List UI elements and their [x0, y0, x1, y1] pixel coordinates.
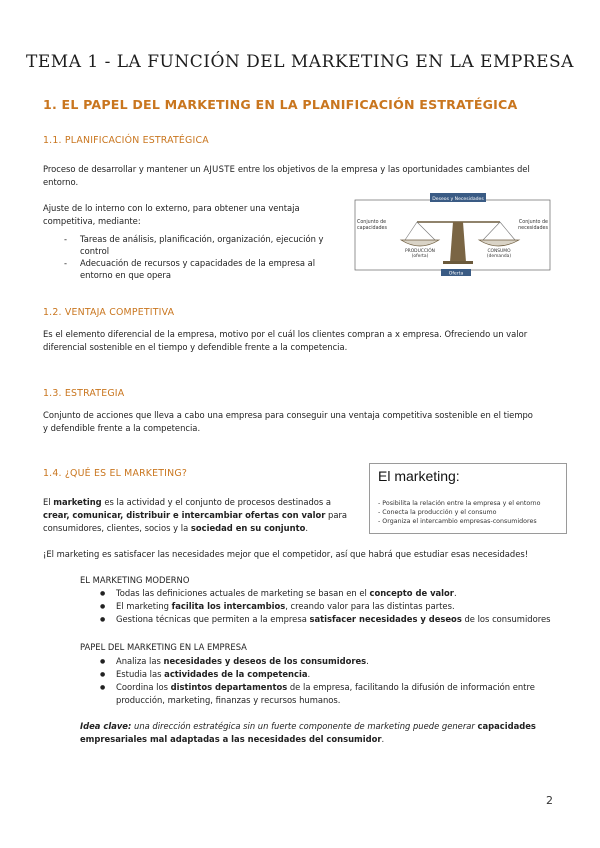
- exclamation-line: ¡El marketing es satisfacer las necesidades mejor que el competidor, así que habrá que estudiar esas necesidades!: [43, 549, 529, 559]
- marketing-figure: [369, 463, 567, 534]
- pan-right-label-2: (demanda): [486, 254, 512, 259]
- papel-heading: PAPEL DEL MARKETING EN LA EMPRESA: [80, 642, 247, 652]
- bottom-label: Oferta: [448, 271, 464, 276]
- list-item: - Tareas de análisis, planificación, organización, ejecución y control: [60, 233, 340, 257]
- list-item: ● Analiza las necesidades y deseos de los consumidores.: [98, 655, 568, 668]
- moderno-list: [98, 587, 568, 626]
- list-item: - Adecuación de recursos y capacidades de la empresa al entorno en que opera: [60, 257, 340, 281]
- heading-1-4: 1.4. ¿QUÉ ES EL MARKETING?: [43, 468, 188, 479]
- papel-list: [98, 655, 568, 707]
- section-heading-1: 1. EL PAPEL DEL MARKETING EN LA PLANIFICACIÓN ESTRATÉGICA: [43, 97, 518, 112]
- figure-title: El marketing:: [378, 468, 460, 484]
- paragraph-marketing: El marketing es la actividad y el conjunto de procesos destinados a crear, comunicar, distribuir e intercambiar ofertas con valor para consumidores, clientes, socios y la sociedad en su conjunto.: [43, 497, 348, 533]
- pan-right-label-1: CONSUMO: [487, 249, 511, 254]
- idea-clave: Idea clave: una dirección estratégica sin un fuerte componente de marketing puede generar capacidades empresariales mal adaptadas a las necesidades del consumidor.: [80, 721, 536, 744]
- left-label-1: Conjunto de: [357, 220, 387, 225]
- list-item: ● Coordina los distintos departamentos de la empresa, facilitando la difusión de información entre producción, marketing, finanzas y recursos humanos.: [98, 681, 568, 707]
- page-number: 2: [546, 794, 553, 807]
- list-item: ● Todas las definiciones actuales de marketing se basan en el concepto de valor.: [98, 587, 568, 600]
- scale-base: [443, 261, 473, 264]
- heading-1-1: 1.1. PLANIFICACIÓN ESTRATÉGICA: [43, 135, 209, 146]
- right-label-1: Conjunto de: [518, 220, 548, 225]
- figure-item: - Posibilita la relación entre la empresa y el entorno: [378, 500, 541, 507]
- paragraph-ajuste: Ajuste de lo interno con lo externo, para obtener una ventaja competitiva, mediante:: [43, 203, 300, 226]
- list-item: ● Gestiona técnicas que permiten a la empresa satisfacer necesidades y deseos de los consumidores: [98, 613, 568, 626]
- right-label-2: necesidades: [518, 226, 548, 231]
- left-label-2: capacidades: [357, 226, 388, 231]
- heading-1-2: 1.2. VENTAJA COMPETITIVA: [43, 307, 175, 318]
- pan-left-label-1: PRODUCCIÓN: [405, 249, 435, 254]
- pan-left-label-2: (oferta): [411, 254, 429, 259]
- page-title: TEMA 1 - LA FUNCIÓN DEL MARKETING EN LA EMPRESA: [26, 52, 574, 72]
- list-item: ● Estudia las actividades de la competencia.: [98, 668, 568, 681]
- figure-item: - Conecta la producción y el consumo: [378, 509, 497, 516]
- top-label: Deseos y Necesidades: [432, 197, 484, 202]
- moderno-heading: EL MARKETING MODERNO: [80, 575, 190, 585]
- balance-figure: [345, 192, 560, 276]
- ajuste-list: [60, 233, 340, 281]
- paragraph-ventaja: Es el elemento diferencial de la empresa, motivo por el cuál los clientes compran a x empresa. Ofreciendo un valor diferencial sostenible en el tiempo y defendible frente a la competencia.: [43, 329, 528, 352]
- figure-item: - Organiza el intercambio empresas-consumidores: [378, 518, 537, 525]
- paragraph-estrategia: Conjunto de acciones que lleva a cabo una empresa para conseguir una ventaja competitiva sostenible en el tiempo y defendible frente a la competencia.: [43, 410, 533, 433]
- heading-1-3: 1.3. ESTRATEGIA: [43, 388, 125, 399]
- paragraph-planificacion: Proceso de desarrollar y mantener un AJUSTE entre los objetivos de la empresa y las oportunidades cambiantes del entorno.: [43, 164, 530, 187]
- list-item: ● El marketing facilita los intercambios, creando valor para las distintas partes.: [98, 600, 568, 613]
